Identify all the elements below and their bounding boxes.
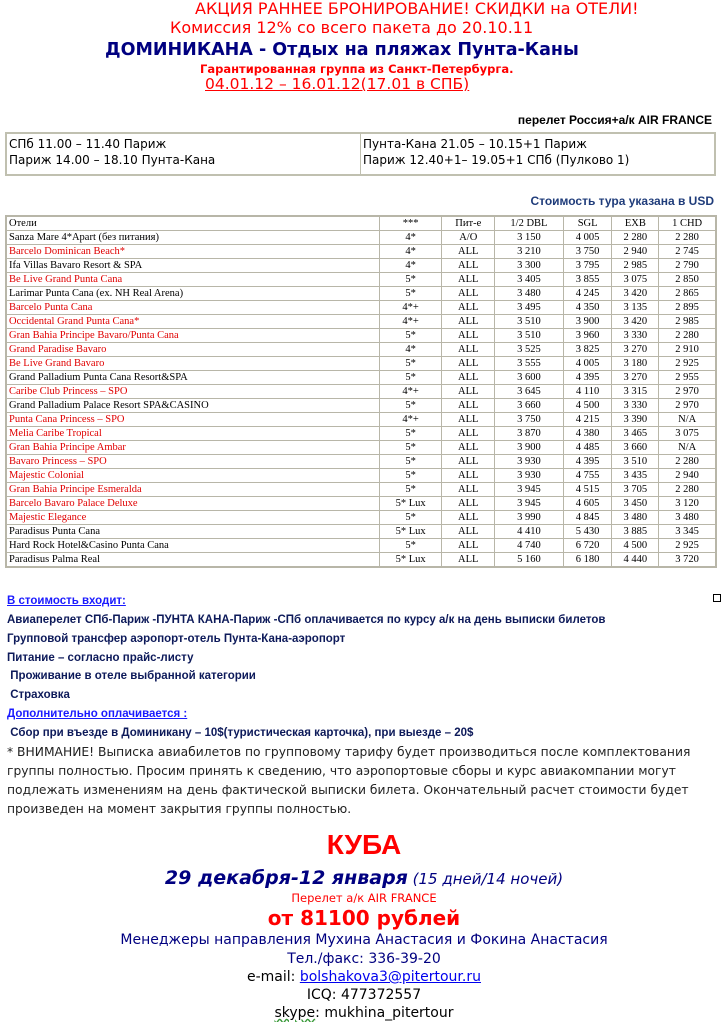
dbl-price: 3 900 [495, 441, 564, 455]
sgl-price: 3 960 [563, 329, 612, 343]
table-row [6, 413, 716, 427]
stars-cell: 5* [379, 469, 442, 483]
sgl-price: 4 515 [563, 483, 612, 497]
hotel-name: Gran Bahia Principe Bavaro/Punta Cana [6, 329, 379, 343]
hotel-name: Gran Bahia Principe Ambar [6, 441, 379, 455]
return-cell [361, 133, 716, 175]
sgl-price: 3 795 [563, 259, 612, 273]
table-row [6, 455, 716, 469]
chd-price: 3 120 [659, 497, 716, 511]
included-item: Авиаперелет СПб-Париж -ПУНТА КАНА-Париж -СПб оплачивается по курсу а/к на день выписки билетов [7, 614, 606, 626]
dbl-price: 3 495 [495, 301, 564, 315]
dbl-price: 3 750 [495, 413, 564, 427]
stars-cell: 5* Lux [379, 553, 442, 568]
table-row [6, 245, 716, 259]
chd-price: 3 075 [659, 427, 716, 441]
meal-cell: A/O [442, 231, 495, 245]
hotel-name: Ifa Villas Bavaro Resort & SPA [6, 259, 379, 273]
included-item: Страховка [7, 689, 70, 701]
exb-price: 3 315 [612, 385, 659, 399]
hotel-name: Be Live Grand Punta Cana [6, 273, 379, 287]
stars-cell: 5* [379, 539, 442, 553]
stars-cell: 4* [379, 245, 442, 259]
sgl-price: 4 395 [563, 455, 612, 469]
meal-cell: ALL [442, 497, 495, 511]
hotel-name: Paradisus Palma Real [6, 553, 379, 568]
stars-cell: 5* [379, 455, 442, 469]
meal-cell: ALL [442, 553, 495, 568]
stars-cell: 5* [379, 357, 442, 371]
outbound-leg: Париж 14.00 – 18.10 Пунта-Кана [9, 153, 216, 167]
exb-price: 3 180 [612, 357, 659, 371]
hotel-name: Hard Rock Hotel&Casino Punta Cana [6, 539, 379, 553]
exb-price: 3 330 [612, 399, 659, 413]
email-link[interactable]: bolshakova3@pitertour.ru [299, 969, 481, 985]
commission-text: Комиссия 12% со всего пакета до 20.10.11 [170, 18, 534, 37]
exb-price: 2 280 [612, 231, 659, 245]
exb-price: 3 420 [612, 315, 659, 329]
table-row [6, 427, 716, 441]
hotel-name: Occidental Grand Punta Cana* [6, 315, 379, 329]
chd-price: 3 720 [659, 553, 716, 568]
exb-price: 2 985 [612, 259, 659, 273]
stars-cell: 5* [379, 371, 442, 385]
sgl-price: 4 110 [563, 385, 612, 399]
table-row [6, 273, 716, 287]
sgl-price: 6 180 [563, 553, 612, 568]
exb-price: 3 270 [612, 343, 659, 357]
hotel-name: Paradisus Punta Cana [6, 525, 379, 539]
hotel-name: Caribe Club Princess – SPO [6, 385, 379, 399]
meal-cell: ALL [442, 483, 495, 497]
stars-cell: 5* [379, 483, 442, 497]
chd-price: 2 865 [659, 287, 716, 301]
table-row [6, 315, 716, 329]
chd-price: 2 940 [659, 469, 716, 483]
skype-value: : mukhina_pitertour [315, 1005, 454, 1021]
dbl-price: 5 160 [495, 553, 564, 568]
table-row [6, 399, 716, 413]
page-title: ДОМИНИКАНА - Отдых на пляжах Пунта-Каны [105, 40, 579, 60]
sgl-price: 4 755 [563, 469, 612, 483]
dbl-price: 3 210 [495, 245, 564, 259]
price-table-body [6, 231, 716, 568]
stars-cell: 4* [379, 259, 442, 273]
sgl-price: 4 005 [563, 231, 612, 245]
exb-price: 2 940 [612, 245, 659, 259]
hotel-name: Barcelo Dominican Beach* [6, 245, 379, 259]
meal-cell: ALL [442, 343, 495, 357]
meal-cell: ALL [442, 539, 495, 553]
exb-price: 3 465 [612, 427, 659, 441]
chd-price: 2 895 [659, 301, 716, 315]
chd-price: N/A [659, 413, 716, 427]
meal-cell: ALL [442, 399, 495, 413]
stars-cell: 5* Lux [379, 497, 442, 511]
hotel-name: Barcelo Punta Cana [6, 301, 379, 315]
hotel-name: Sanza Mare 4*Apart (без питания) [6, 231, 379, 245]
meal-cell: ALL [442, 511, 495, 525]
sgl-price: 4 005 [563, 357, 612, 371]
table-row [6, 497, 716, 511]
stars-cell: 4*+ [379, 315, 442, 329]
stars-cell: 5* [379, 511, 442, 525]
header-meal: Пит-е [442, 216, 495, 231]
hotel-name: Majestic Elegance [6, 511, 379, 525]
sgl-price: 4 395 [563, 371, 612, 385]
meal-cell: ALL [442, 469, 495, 483]
cuba-title: КУБА [326, 829, 402, 860]
hotel-name: Melia Caribe Tropical [6, 427, 379, 441]
sgl-price: 4 215 [563, 413, 612, 427]
phone-text: Тел./факс: 336-39-20 [287, 951, 441, 967]
dbl-price: 3 600 [495, 371, 564, 385]
flight-schedule-table [5, 132, 716, 176]
outbound-leg: СПб 11.00 – 11.40 Париж [9, 137, 167, 151]
chd-price: 2 970 [659, 399, 716, 413]
exb-price: 3 075 [612, 273, 659, 287]
included-item: Проживание в отеле выбранной категории [7, 670, 256, 682]
stars-cell: 5* [379, 273, 442, 287]
exb-price: 3 270 [612, 371, 659, 385]
table-row [6, 539, 716, 553]
exb-price: 3 510 [612, 455, 659, 469]
stars-cell: 4* [379, 343, 442, 357]
dbl-price: 3 300 [495, 259, 564, 273]
meal-cell: ALL [442, 441, 495, 455]
meal-cell: ALL [442, 259, 495, 273]
sgl-price: 4 380 [563, 427, 612, 441]
chd-price: 2 955 [659, 371, 716, 385]
email-label: e-mail: [247, 969, 300, 985]
outbound-cell [6, 133, 361, 175]
table-row [6, 231, 716, 245]
sgl-price: 4 350 [563, 301, 612, 315]
tour-dates: 04.01.12 – 16.01.12(17.01 в СПБ) [205, 75, 470, 93]
table-row [6, 483, 716, 497]
dbl-price: 3 555 [495, 357, 564, 371]
header-hotels: Отели [6, 216, 379, 231]
table-row [6, 329, 716, 343]
notice-text: * ВНИМАНИЕ! Выписка авиабилетов по групповому тарифу будет производиться после комплектования группы полностью. Просим принять к сведению, что аэропортовые сборы и курс авиакомпании могут подлежать изменениям на день фактической выписки билета. Окончательный расчет стоимости будет произведен на момент закрытия группы полностью. [7, 745, 691, 816]
dbl-price: 3 930 [495, 455, 564, 469]
chd-price: 2 925 [659, 539, 716, 553]
dbl-price: 4 740 [495, 539, 564, 553]
dbl-price: 3 510 [495, 315, 564, 329]
sgl-price: 4 245 [563, 287, 612, 301]
chd-price: 2 925 [659, 357, 716, 371]
chd-price: N/A [659, 441, 716, 455]
chd-price: 2 280 [659, 231, 716, 245]
flight-label: перелет Россия+а/к AIR FRANCE [517, 113, 712, 127]
exb-price: 3 480 [612, 511, 659, 525]
exb-price: 3 135 [612, 301, 659, 315]
resize-handle [713, 594, 721, 602]
chd-price: 2 910 [659, 343, 716, 357]
sgl-price: 3 750 [563, 245, 612, 259]
group-subtitle: Гарантированная группа из Санкт-Петербурга. [200, 62, 514, 76]
chd-price: 2 790 [659, 259, 716, 273]
sgl-price: 4 845 [563, 511, 612, 525]
hotel-name: Be Live Grand Bavaro [6, 357, 379, 371]
header-dbl: 1/2 DBL [495, 216, 564, 231]
chd-price: 2 280 [659, 329, 716, 343]
meal-cell: ALL [442, 245, 495, 259]
table-row [6, 301, 716, 315]
hotel-name: Grand Paradise Bavaro [6, 343, 379, 357]
chd-price: 2 280 [659, 455, 716, 469]
table-row [6, 357, 716, 371]
cuba-flight: Перелет а/к AIR FRANCE [291, 891, 437, 905]
stars-cell: 4*+ [379, 385, 442, 399]
sgl-price: 3 825 [563, 343, 612, 357]
promo-banner: АКЦИЯ РАННЕЕ БРОНИРОВАНИЕ! СКИДКИ на ОТЕЛИ! [195, 0, 639, 18]
hotel-name: Barcelo Bavaro Palace Deluxe [6, 497, 379, 511]
hotel-name: Bavaro Princess – SPO [6, 455, 379, 469]
exb-price: 3 705 [612, 483, 659, 497]
hotel-price-table [5, 215, 717, 568]
exb-price: 3 390 [612, 413, 659, 427]
exb-price: 4 440 [612, 553, 659, 568]
hotel-name: Grand Palladium Punta Cana Resort&SPA [6, 371, 379, 385]
exb-price: 3 420 [612, 287, 659, 301]
stars-cell: 5* [379, 441, 442, 455]
dbl-price: 3 645 [495, 385, 564, 399]
hotel-name: Punta Cana Princess – SPO [6, 413, 379, 427]
meal-cell: ALL [442, 357, 495, 371]
included-heading[interactable]: В стоимость входит: [7, 595, 126, 607]
stars-cell: 5* Lux [379, 525, 442, 539]
dbl-price: 3 480 [495, 287, 564, 301]
stars-cell: 5* [379, 287, 442, 301]
meal-cell: ALL [442, 385, 495, 399]
extra-heading[interactable]: Дополнительно оплачивается : [7, 708, 188, 720]
dbl-price: 3 660 [495, 399, 564, 413]
stars-cell: 5* [379, 399, 442, 413]
hotel-name: Gran Bahia Principe Esmeralda [6, 483, 379, 497]
table-row [6, 259, 716, 273]
table-header-row [6, 216, 716, 231]
email-line [0, 968, 728, 986]
included-item: Питание – согласно прайс-листу [7, 652, 194, 664]
chd-price: 3 345 [659, 525, 716, 539]
cuba-dates-line [0, 865, 728, 892]
exb-price: 3 885 [612, 525, 659, 539]
stars-cell: 4*+ [379, 413, 442, 427]
icq-text: ICQ: 477372557 [306, 987, 422, 1003]
sgl-price: 3 900 [563, 315, 612, 329]
hotel-name: Grand Palladium Palace Resort SPA&CASINO [6, 399, 379, 413]
managers-text: Менеджеры направления Мухина Анастасия и Фокина Анастасия [120, 932, 608, 948]
hotel-name: Majestic Colonial [6, 469, 379, 483]
table-row [6, 441, 716, 455]
dbl-price: 3 945 [495, 497, 564, 511]
exb-price: 3 450 [612, 497, 659, 511]
cuba-duration: (15 дней/14 ночей) [407, 870, 564, 888]
stars-cell: 5* [379, 427, 442, 441]
meal-cell: ALL [442, 371, 495, 385]
stars-cell: 4*+ [379, 301, 442, 315]
table-row [6, 371, 716, 385]
dbl-price: 3 870 [495, 427, 564, 441]
dbl-price: 3 930 [495, 469, 564, 483]
skype-line [0, 1004, 728, 1022]
meal-cell: ALL [442, 329, 495, 343]
exb-price: 3 435 [612, 469, 659, 483]
sgl-price: 4 605 [563, 497, 612, 511]
chd-price: 2 745 [659, 245, 716, 259]
dbl-price: 3 150 [495, 231, 564, 245]
dbl-price: 3 990 [495, 511, 564, 525]
meal-cell: ALL [442, 287, 495, 301]
chd-price: 2 970 [659, 385, 716, 399]
hotel-name: Larimar Punta Cana (ex. NH Real Arena) [6, 287, 379, 301]
extra-item: Сбор при въезде в Доминикану – 10$(туристическая карточка), при выезде – 20$ [7, 727, 474, 739]
stars-cell: 4* [379, 231, 442, 245]
dbl-price: 3 405 [495, 273, 564, 287]
chd-price: 3 480 [659, 511, 716, 525]
header-chd: 1 CHD [659, 216, 716, 231]
chd-price: 2 985 [659, 315, 716, 329]
dbl-price: 3 525 [495, 343, 564, 357]
cuba-dates: 29 декабря-12 января [164, 867, 408, 889]
chd-price: 2 280 [659, 483, 716, 497]
header-stars: *** [379, 216, 442, 231]
meal-cell: ALL [442, 273, 495, 287]
table-row [6, 511, 716, 525]
meal-cell: ALL [442, 315, 495, 329]
dbl-price: 3 510 [495, 329, 564, 343]
dbl-price: 4 410 [495, 525, 564, 539]
exb-price: 3 660 [612, 441, 659, 455]
meal-cell: ALL [442, 455, 495, 469]
table-row [6, 385, 716, 399]
exb-price: 3 330 [612, 329, 659, 343]
table-row [6, 553, 716, 568]
included-item: Групповой трансфер аэропорт-отель Пунта-Кана-аэропорт [7, 633, 346, 645]
cuba-price: от 81100 рублей [267, 906, 461, 930]
return-leg: Париж 12.40+1– 19.05+1 СПб (Пулково 1) [363, 153, 630, 167]
table-row [6, 469, 716, 483]
table-row [6, 525, 716, 539]
stars-cell: 5* [379, 329, 442, 343]
sgl-price: 4 500 [563, 399, 612, 413]
meal-cell: ALL [442, 525, 495, 539]
exb-price: 4 500 [612, 539, 659, 553]
meal-cell: ALL [442, 413, 495, 427]
table-row [6, 287, 716, 301]
dbl-price: 3 945 [495, 483, 564, 497]
chd-price: 2 850 [659, 273, 716, 287]
sgl-price: 5 430 [563, 525, 612, 539]
table-row [6, 343, 716, 357]
meal-cell: ALL [442, 301, 495, 315]
return-leg: Пунта-Кана 21.05 – 10.15+1 Париж [363, 137, 587, 151]
sgl-price: 3 855 [563, 273, 612, 287]
header-exb: EXB [612, 216, 659, 231]
cost-currency-label: Стоимость тура указана в USD [530, 194, 714, 208]
meal-cell: ALL [442, 427, 495, 441]
sgl-price: 4 485 [563, 441, 612, 455]
skype-label: skype [274, 1005, 316, 1021]
header-sgl: SGL [563, 216, 612, 231]
sgl-price: 6 720 [563, 539, 612, 553]
